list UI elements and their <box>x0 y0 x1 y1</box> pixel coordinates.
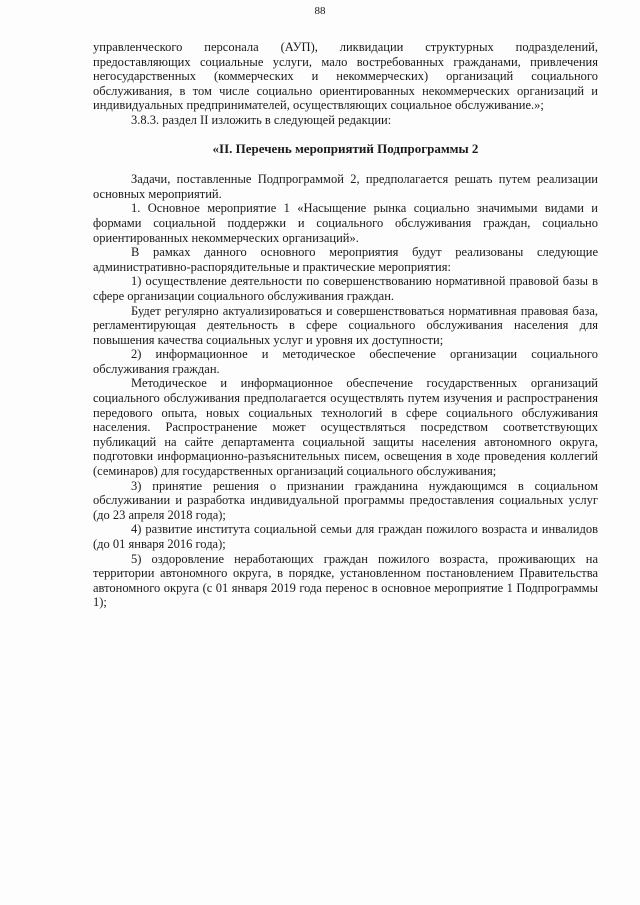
document-body <box>93 40 598 610</box>
list-item-1: 1) осуществление деятельности по совершенствованию нормативной правовой базы в сфере организации социального обслуживания граждан. <box>93 274 598 303</box>
list-item-4: 4) развитие института социальной семьи для граждан пожилого возраста и инвалидов (до 01 января 2016 года); <box>93 522 598 551</box>
list-item-5: 5) оздоровление неработающих граждан пожилого возраста, проживающих на территории автономного округа, в порядке, установленном постановлением Правительства автономного округа (с 01 января 2019 года перенос в основное мероприятие 1 Подпрограммы 1); <box>93 551 598 610</box>
paragraph-amendment: 3.8.3. раздел II изложить в следующей редакции: <box>131 112 392 127</box>
paragraph-framework: В рамках данного основного мероприятия будут реализованы следующие административно-распорядительные и практические мероприятия: <box>93 245 598 274</box>
paragraph-continuation: управленческого персонала (АУП), ликвидации структурных подразделений, предоставляющих социальные услуги, мало востребованных гражданами, привлечения негосударственных (коммерческих и некоммерческих) организаций социального обслуживания, в том числе социально ориентированных некоммерческих организаций и индивидуальных предпринимателей, осуществляющих социальное обслуживание.»; <box>93 40 598 113</box>
page-number: 88 <box>314 5 326 17</box>
list-item-3: 3) принятие решения о признании гражданина нуждающимся в социальном обслуживании и разработка индивидуальной программы предоставления социальных услуг (до 23 апреля 2018 года); <box>93 478 598 522</box>
section-heading: «II. Перечень мероприятий Подпрограммы 2 <box>212 140 479 156</box>
paragraph-item-1-detail: Будет регулярно актуализироваться и совершенствоваться нормативная правовая база, регламентирующая деятельность в сфере социального обслуживания населения для повышения качества социальных услуг и уровня их доступности; <box>93 303 598 347</box>
paragraph-main-activity-1: 1. Основное мероприятие 1 «Насыщение рынка социально значимыми видами и формами социальной поддержки и социального обслуживания граждан, социально ориентированных некоммерческих организаций». <box>93 201 598 245</box>
paragraph-item-2-detail: Методическое и информационное обеспечение государственных организаций социального обслуживания предполагается осуществлять путем изучения и распространения передового опыта, новых социальных технологий в сфере социального обслуживания населения. Распространение может осуществляться посредством соответствующих публикаций на сайте департамента социальной защиты населения автономного округа, подготовки информационно-разъяснительных писем, освещения в ходе проведения коллегий (семинаров) для государственных организаций социального обслуживания; <box>93 376 598 479</box>
paragraph-tasks: Задачи, поставленные Подпрограммой 2, предполагается решать путем реализации основных мероприятий. <box>93 172 598 201</box>
list-item-2: 2) информационное и методическое обеспечение организации социального обслуживания граждан. <box>93 347 598 376</box>
